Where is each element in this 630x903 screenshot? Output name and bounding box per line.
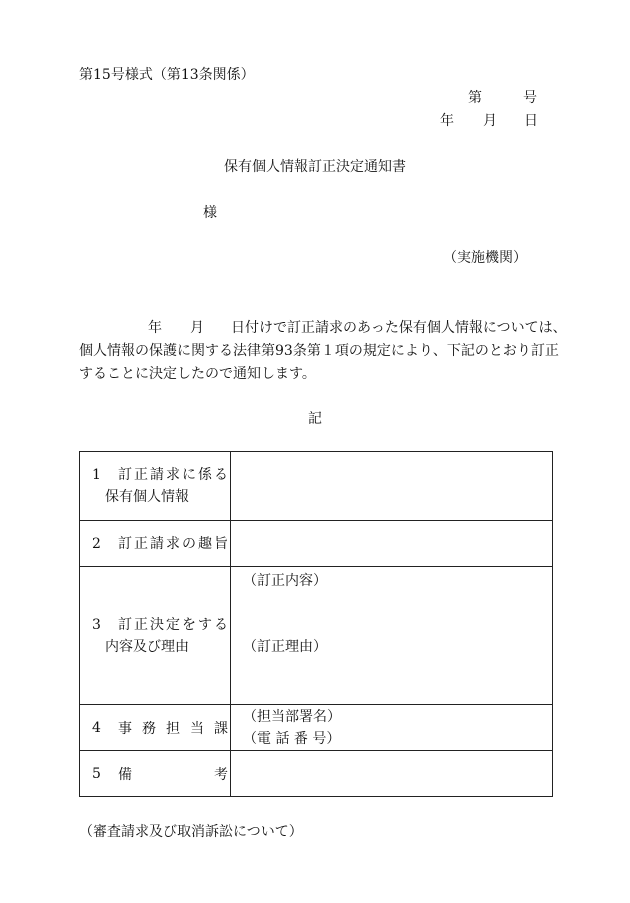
ki-heading: 記 (308, 411, 322, 427)
row5-num: 5 (92, 765, 101, 782)
row4-label-cell (80, 705, 231, 751)
body-date-year: 年 (148, 320, 162, 336)
row4-content-line2: （電 話 番 号） (243, 731, 341, 747)
date-year: 年 (440, 113, 454, 129)
table-row-3 (80, 567, 553, 705)
row1-label-line1: 訂正請求に係る (118, 467, 230, 483)
row4-num: 4 (92, 719, 101, 736)
issuer-label: （実施機関） (443, 250, 527, 266)
row2-label-cell (80, 521, 231, 567)
row5-label-right: 考 (214, 766, 228, 783)
footer-note: （審査請求及び取消訴訟について） (79, 824, 303, 840)
table-row-4 (80, 705, 553, 751)
row3-num: 3 (92, 616, 101, 633)
form-number-label: 第15号様式（第13条関係） (79, 67, 255, 83)
table-row-2 (80, 521, 553, 567)
row3-content-mid: （訂正理由） (243, 639, 327, 655)
body-date-month: 月 (190, 320, 204, 336)
row4-content-line1: （担当部署名） (243, 709, 341, 725)
doc-number-go: 号 (523, 90, 537, 106)
row3-label-line2: 内容及び理由 (105, 638, 189, 655)
row1-label-line2: 保有個人情報 (105, 489, 189, 505)
document-title: 保有個人情報訂正決定通知書 (224, 159, 406, 175)
body-line2: 個人情報の保護に関する法律第93条第１項の規定により、下記のとおり訂正 (79, 343, 559, 359)
table-row-1 (80, 452, 553, 521)
doc-number-dai: 第 (468, 90, 482, 106)
row4-content-cell[interactable] (231, 705, 553, 751)
body-line3: することに決定したので通知します。 (79, 366, 316, 382)
row5-label-cell (80, 751, 231, 797)
row2-label: 訂正請求の趣旨 (118, 535, 230, 552)
date-month: 月 (483, 113, 497, 129)
row1-label-cell (80, 452, 231, 521)
row3-label-line1: 訂正決定をする (118, 616, 230, 633)
row2-num: 2 (92, 535, 101, 552)
row5-label-left: 備 (118, 766, 132, 783)
body-line1-rest: 日付けで訂正請求のあった保有個人情報については、 (231, 320, 567, 336)
row1-content-cell[interactable] (231, 452, 553, 521)
row2-content-cell[interactable] (231, 521, 553, 567)
decision-table (79, 451, 553, 797)
row3-content-top: （訂正内容） (243, 573, 327, 589)
date-day: 日 (524, 113, 538, 129)
table-row-5 (80, 751, 553, 797)
addressee-suffix: 様 (203, 205, 217, 221)
row5-content-cell[interactable] (231, 751, 553, 797)
row4-label: 事 務 担 当 課 (118, 720, 228, 737)
row3-content-cell[interactable] (231, 567, 553, 705)
row3-label-cell (80, 567, 231, 705)
row1-num: 1 (92, 467, 101, 483)
